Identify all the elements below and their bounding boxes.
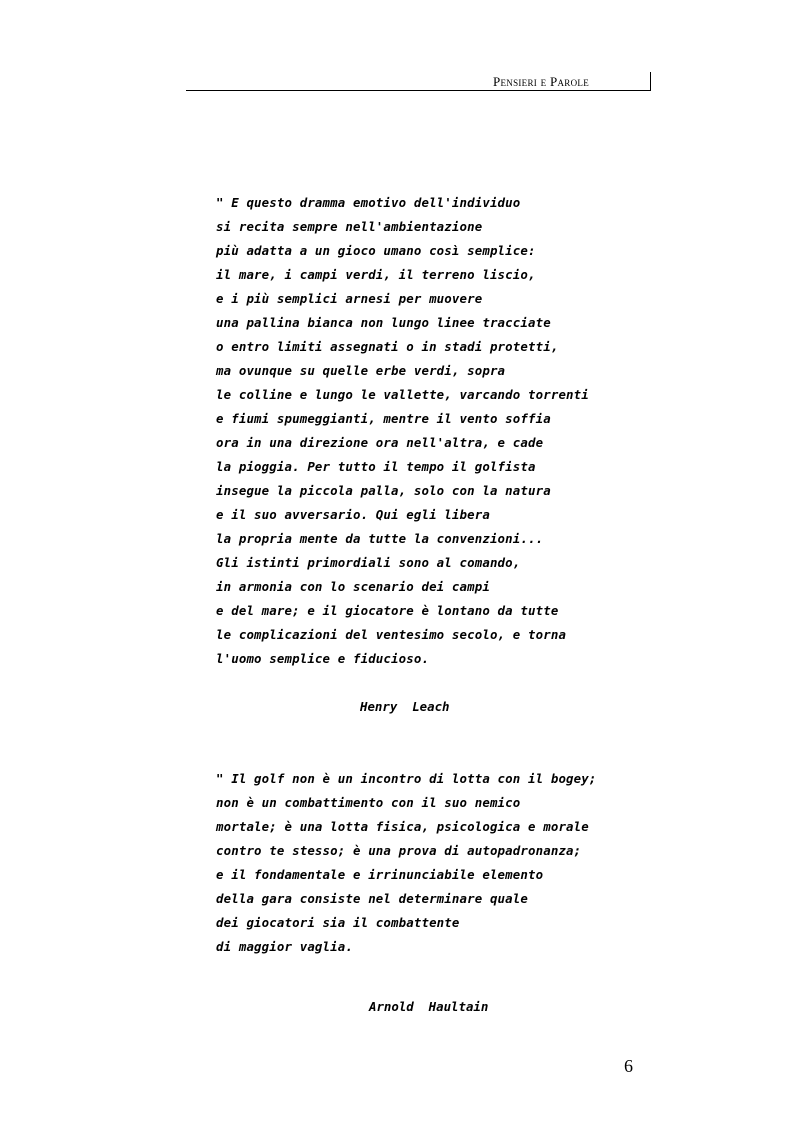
quote-line: non è un combattimento con il suo nemico bbox=[216, 795, 521, 810]
quote-line: più adatta a un gioco umano così semplice: bbox=[216, 243, 536, 258]
quote-line: mortale; è una lotta fisica, psicologica e morale bbox=[216, 819, 589, 834]
quote-line: il mare, i campi verdi, il terreno liscio, bbox=[216, 267, 536, 282]
quote-line: in armonia con lo scenario dei campi bbox=[216, 579, 490, 594]
quote-line: di maggior vaglia. bbox=[216, 939, 353, 954]
quote-line: la pioggia. Per tutto il tempo il golfista bbox=[216, 459, 536, 474]
quote-line: le colline e lungo le vallette, varcando torrenti bbox=[216, 387, 589, 402]
quote-line: l'uomo semplice e fiducioso. bbox=[216, 651, 430, 666]
quote-line: si recita sempre nell'ambientazione bbox=[216, 219, 483, 234]
quote-author-arnold-haultain: Arnold Haultain bbox=[369, 999, 489, 1014]
quote-line: Gli istinti primordiali sono al comando, bbox=[216, 555, 521, 570]
page-number: 6 bbox=[624, 1056, 633, 1076]
quote-line: della gara consiste nel determinare quale bbox=[216, 891, 529, 906]
quote-line: ma ovunque su quelle erbe verdi, sopra bbox=[216, 363, 506, 378]
running-header bbox=[186, 70, 651, 91]
quote-line: una pallina bianca non lungo linee tracciate bbox=[216, 315, 551, 330]
quote-line: e del mare; e il giocatore è lontano da tutte bbox=[216, 603, 559, 618]
quote-line: " E questo dramma emotivo dell'individuo bbox=[216, 195, 521, 210]
quote-line: ora in una direzione ora nell'altra, e cade bbox=[216, 435, 544, 450]
quote-line: e il suo avversario. Qui egli libera bbox=[216, 507, 490, 522]
quote-line: e i più semplici arnesi per muovere bbox=[216, 291, 483, 306]
quote-line: dei giocatori sia il combattente bbox=[216, 915, 460, 930]
quote-arnold-haultain bbox=[216, 767, 597, 959]
quote-line: insegue la piccola palla, solo con la natura bbox=[216, 483, 551, 498]
running-header-title: Pensieri e Parole bbox=[492, 74, 589, 89]
quote-line: o entro limiti assegnati o in stadi protetti, bbox=[216, 339, 559, 354]
quote-line: e fiumi spumeggianti, mentre il vento soffia bbox=[216, 411, 551, 426]
quote-line: la propria mente da tutte la convenzioni... bbox=[216, 531, 544, 546]
quote-line: e il fondamentale e irrinunciabile elemento bbox=[216, 867, 544, 882]
header-rule-mark bbox=[650, 72, 651, 90]
quote-line: contro te stesso; è una prova di autopadronanza; bbox=[216, 843, 582, 858]
quote-author-henry-leach: Henry Leach bbox=[360, 699, 450, 714]
quote-henry-leach bbox=[216, 191, 589, 671]
quote-line: le complicazioni del ventesimo secolo, e torna bbox=[216, 627, 567, 642]
quote-line: " Il golf non è un incontro di lotta con il bogey; bbox=[216, 771, 597, 786]
